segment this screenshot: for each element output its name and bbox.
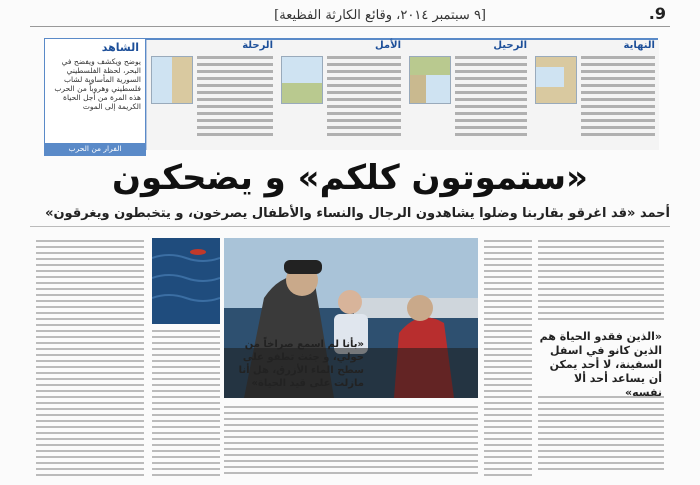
map-image — [151, 56, 193, 104]
timeline-panel-title: الرحلة — [242, 40, 273, 51]
text-column — [36, 240, 144, 480]
timeline-panel-end — [530, 40, 659, 150]
panel-text — [455, 56, 527, 140]
timeline-panel-journey — [146, 40, 277, 150]
witness-text: يوضح ويكشف ويفضح في البحر، لحظة الفلسطيني السورية المأساوية لشاب فلسطيني وهروباً من الحرب هذه المرة من أجل الحياة الكريمة إلى الموت — [54, 57, 141, 111]
headline-rule — [30, 226, 670, 227]
pull-quote-left: «بأنا لم اسمع صراخاً من حولي، و جثث تطفو على سطح الماء الأزرق، هل أنا مازلت على قيد الحياة» — [238, 339, 364, 389]
pull-quote-right: «الذين فقدو الحياة هم الذين كانو في اسفل السفينة، لا أحد يمكن أن يساعد أحد ألا نفسه» — [539, 330, 662, 399]
text-column — [152, 330, 220, 480]
headline: «ستموتون كلكم» و يضحكون — [111, 158, 589, 198]
text-column — [538, 240, 664, 324]
map-image — [535, 56, 577, 104]
timeline-panel-hope — [276, 40, 405, 150]
panel-text — [327, 56, 401, 140]
timeline-panel-title: النهاية — [623, 40, 655, 51]
header-rule — [30, 26, 670, 27]
text-column — [224, 406, 478, 478]
date-header: [٩ سبتمبر ٢٠١٤، وقائع الكارثة الفظيعة] — [274, 8, 486, 23]
timeline-panel-title: الأمل — [375, 40, 401, 51]
sea-photo-image — [152, 238, 220, 324]
witness-title: الشاهد — [101, 41, 139, 54]
subheadline: أحمد «قد اغرقو بقاربنا وضلوا يشاهدون الرجال والنساء والأطفال يصرخون، و يتخبطون ويغرقون» — [45, 206, 670, 221]
timeline-panel-departure — [404, 40, 531, 150]
text-column — [484, 240, 532, 480]
panel-text — [581, 56, 655, 140]
witness-footer: الفرار من الحرب — [45, 143, 145, 155]
witness-box — [44, 38, 146, 156]
panel-text — [197, 56, 273, 140]
sea-photo — [152, 238, 220, 324]
page-number: .9 — [648, 4, 666, 23]
map-image — [281, 56, 323, 104]
map-image — [409, 56, 451, 104]
timeline-panel-title: الرحيل — [493, 40, 527, 51]
text-column — [538, 396, 664, 474]
